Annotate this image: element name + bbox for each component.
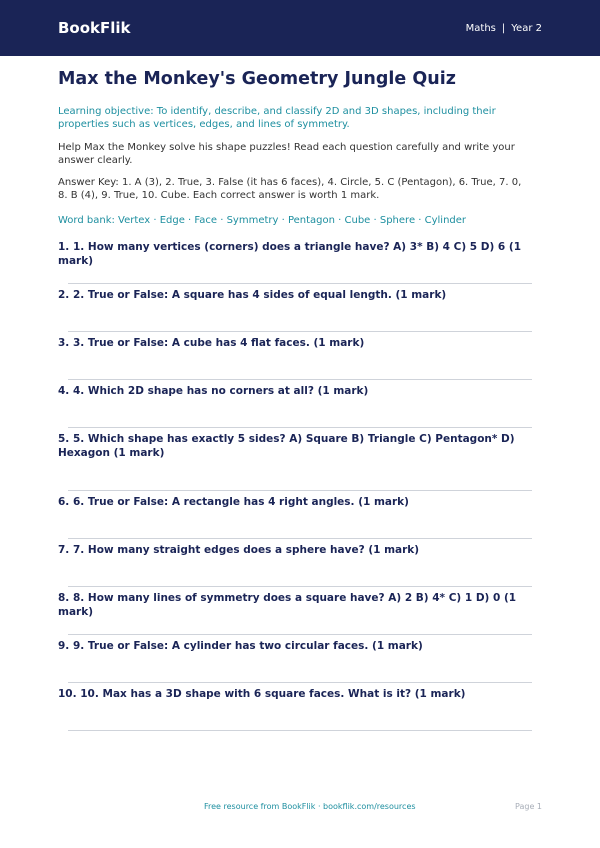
question-item	[58, 288, 532, 336]
question-item	[58, 543, 532, 591]
worksheet-body	[58, 56, 532, 735]
question-text: 1. 1. How many vertices (corners) does a triangle have? A) 3* B) 4 C) 5 D) 6 (1 mark)	[58, 241, 521, 267]
question-text: 4. 4. Which 2D shape has no corners at all? (1 mark)	[58, 385, 369, 397]
answer-line[interactable]	[68, 331, 532, 332]
question-text: 3. 3. True or False: A cube has 4 flat faces. (1 mark)	[58, 337, 365, 349]
header-meta	[466, 23, 542, 34]
question-text: 6. 6. True or False: A rectangle has 4 right angles. (1 mark)	[58, 496, 409, 508]
intro-text: Help Max the Monkey solve his shape puzzles! Read each question carefully and write your answer clearly.	[58, 142, 515, 166]
answer-line[interactable]	[68, 490, 532, 491]
question-item	[58, 384, 532, 432]
page-footer	[58, 800, 542, 816]
word-bank: Word bank: Vertex · Edge · Face · Symmetry · Pentagon · Cube · Sphere · Cylinder	[58, 215, 467, 226]
question-text: 8. 8. How many lines of symmetry does a square have? A) 2 B) 4* C) 1 D) 0 (1 mark)	[58, 592, 517, 618]
subject-label: Maths	[465, 22, 496, 34]
answer-line[interactable]	[68, 538, 532, 539]
question-item	[58, 591, 532, 639]
answer-key: Answer Key: 1. A (3), 2. True, 3. False (it has 6 faces), 4. Circle, 5. C (Pentagon), 6. True, 7. 0, 8. B (4), 9. True, 10. Cube. Each correct answer is worth 1 mark.	[58, 177, 522, 201]
learning-objective: Learning objective: To identify, describe, and classify 2D and 3D shapes, including their properties such as vertices, edges, and lines of symmetry.	[58, 106, 496, 130]
answer-line[interactable]	[68, 634, 532, 635]
meta-separator: |	[501, 22, 506, 34]
answer-line[interactable]	[68, 427, 532, 428]
answer-line[interactable]	[68, 586, 532, 587]
footer-resource-link[interactable]: Free resource from BookFlik · bookflik.com/resources	[204, 802, 416, 811]
question-list	[58, 240, 532, 735]
answer-line[interactable]	[68, 682, 532, 683]
page-title: Max the Monkey's Geometry Jungle Quiz	[58, 69, 456, 89]
question-item	[58, 432, 532, 495]
question-text: 7. 7. How many straight edges does a sphere have? (1 mark)	[58, 544, 420, 556]
answer-line[interactable]	[68, 730, 532, 731]
question-text: 9. 9. True or False: A cylinder has two circular faces. (1 mark)	[58, 640, 423, 652]
year-label: Year 2	[511, 22, 542, 34]
question-item	[58, 240, 532, 288]
question-text: 2. 2. True or False: A square has 4 sides of equal length. (1 mark)	[58, 289, 447, 301]
page-number: Page 1	[515, 802, 542, 811]
question-item	[58, 336, 532, 384]
page-header	[0, 0, 600, 56]
question-text: 10. 10. Max has a 3D shape with 6 square faces. What is it? (1 mark)	[58, 688, 466, 700]
answer-line[interactable]	[68, 283, 532, 284]
question-item	[58, 495, 532, 543]
question-item	[58, 687, 532, 735]
question-item	[58, 639, 532, 687]
brand-logo: BookFlik	[58, 19, 131, 37]
answer-line[interactable]	[68, 379, 532, 380]
question-text: 5. 5. Which shape has exactly 5 sides? A) Square B) Triangle C) Pentagon* D) Hexagon (1 mark)	[58, 433, 515, 459]
